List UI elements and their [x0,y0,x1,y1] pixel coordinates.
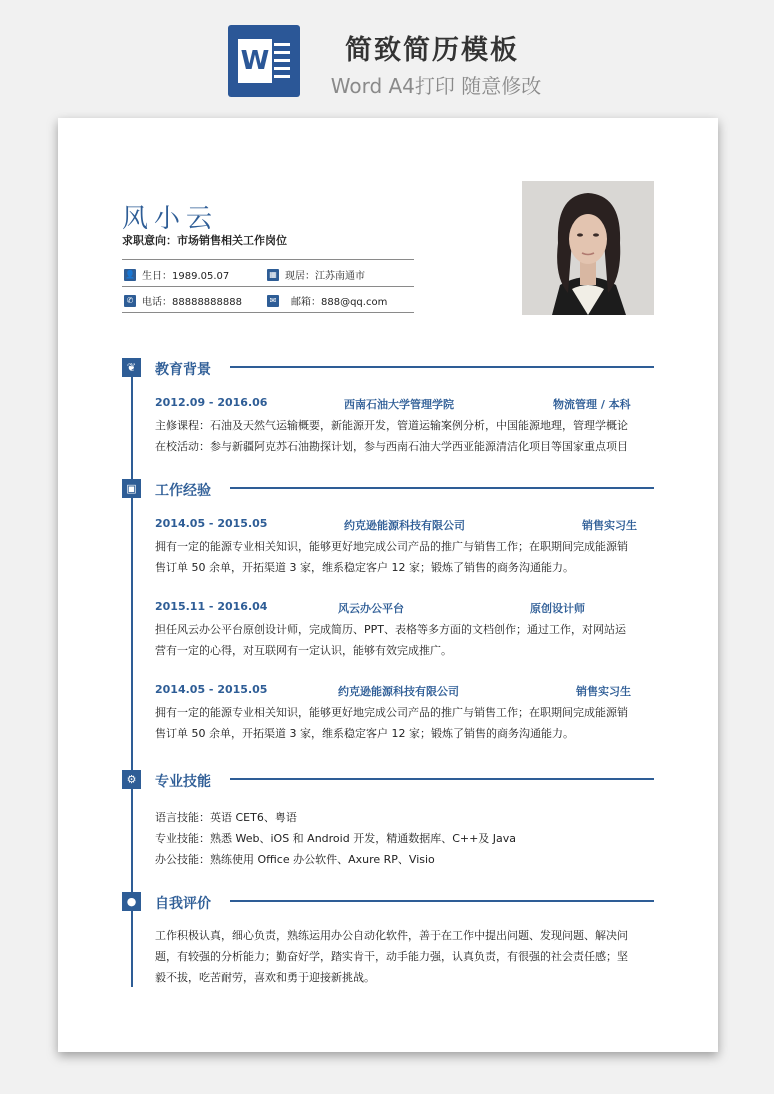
skill-item: 语言技能：英语 CET6、粤语 [155,811,297,824]
education-courses: 主修课程：石油及天然气运输概要，新能源开发，管道运输案例分析，中国能源地理，管理学概论 [155,419,628,432]
skill-item: 办公技能：熟练使用 Office 办公软件、Axure RP、Visio [155,853,435,866]
birth-info: 👤 生日：1989.05.07 [125,270,230,282]
leaf-icon: ❦ [122,358,141,377]
info-divider [122,312,414,313]
person-icon: 👤 [125,270,135,279]
job-description-line: 拥有一定的能源专业相关知识，能够更好地完成公司产品的推广与销售工作；在职期间完成能源销 [155,706,628,719]
self-evaluation-line: 毅不拔，吃苦耐劳，喜欢和勇于迎接新挑战。 [155,971,375,984]
section-divider [230,778,654,780]
job-period: 2015.11 - 2016.04 [155,600,268,613]
user-icon: ● [122,892,141,911]
job-description-line: 售订单 50 余单，开拓渠道 3 家，维系稳定客户 12 家；锻炼了销售的商务沟通能力。 [155,727,574,740]
residence-info: ▦ 现居：江苏南通市 [267,267,365,282]
word-logo [228,25,300,97]
job-company: 约克逊能源科技有限公司 [344,519,465,532]
candidate-name: 风小云 [122,204,219,234]
email-info: ✉ 邮箱：888@qq.com [267,293,387,308]
section-title-education: 教育背景 [155,362,211,378]
section-divider [230,900,654,902]
self-evaluation-line: 题，有较强的分析能力；勤奋好学，踏实肯干，动手能力强，认真负责，有很强的社会责任感；坚 [155,950,628,963]
profile-photo [522,181,654,315]
template-banner [0,0,774,110]
job-description-line: 售订单 50 余单，开拓渠道 3 家，维系稳定客户 12 家；锻炼了销售的商务沟通能力。 [155,561,574,574]
job-description-line: 担任风云办公平台原创设计师，完成简历、PPT、表格等多方面的文档创作；通过工作，对网站运 [155,623,626,636]
job-intent: 求职意向：市场销售相关工作岗位 [122,234,287,247]
education-activities: 在校活动：参与新疆阿克苏石油勘探计划，参与西南石油大学西亚能源清洁化项目等国家重点项目 [155,440,628,453]
banner-title: 简致简历模板 [345,35,519,66]
section-divider [230,366,654,368]
job-period: 2014.05 - 2015.05 [155,683,268,696]
phone-icon: ✆ [124,295,136,307]
envelope-icon: ✉ [267,295,279,307]
calendar-icon: ▦ [267,269,279,281]
education-school: 西南石油大学管理学院 [344,398,454,411]
section-title-skills: 专业技能 [155,774,211,790]
briefcase-icon: ▣ [122,479,141,498]
job-description-line: 拥有一定的能源专业相关知识，能够更好地完成公司产品的推广与销售工作；在职期间完成能源销 [155,540,628,553]
resume-page [58,118,718,1052]
self-evaluation-line: 工作积极认真，细心负责，熟练运用办公自动化软件，善于在工作中提出问题、发现问题、解决问 [155,929,628,942]
job-company: 约克逊能源科技有限公司 [338,685,459,698]
section-title-self: 自我评价 [155,896,211,912]
education-period: 2012.09 - 2016.06 [155,396,268,409]
job-position: 销售实习生 [576,685,631,698]
phone-info: ✆ 电话：88888888888 [124,293,242,308]
skill-item: 专业技能：熟悉 Web、iOS 和 Android 开发，精通数据库、C++及 Java [155,832,517,845]
job-description-line: 营有一定的心得，对互联网有一定认识，能够有效完成推广。 [155,644,452,657]
banner-subtitle: Word A4打印 随意修改 [330,74,542,98]
job-position: 原创设计师 [530,602,585,615]
word-logo-letter: W [238,39,272,83]
info-divider [122,259,414,260]
education-major: 物流管理 / 本科 [553,398,631,411]
info-divider [122,286,414,287]
job-period: 2014.05 - 2015.05 [155,517,268,530]
section-divider [230,487,654,489]
job-company: 风云办公平台 [338,602,404,615]
section-title-work: 工作经验 [155,483,211,499]
gear-icon: ⚙ [122,770,141,789]
job-position: 销售实习生 [582,519,637,532]
